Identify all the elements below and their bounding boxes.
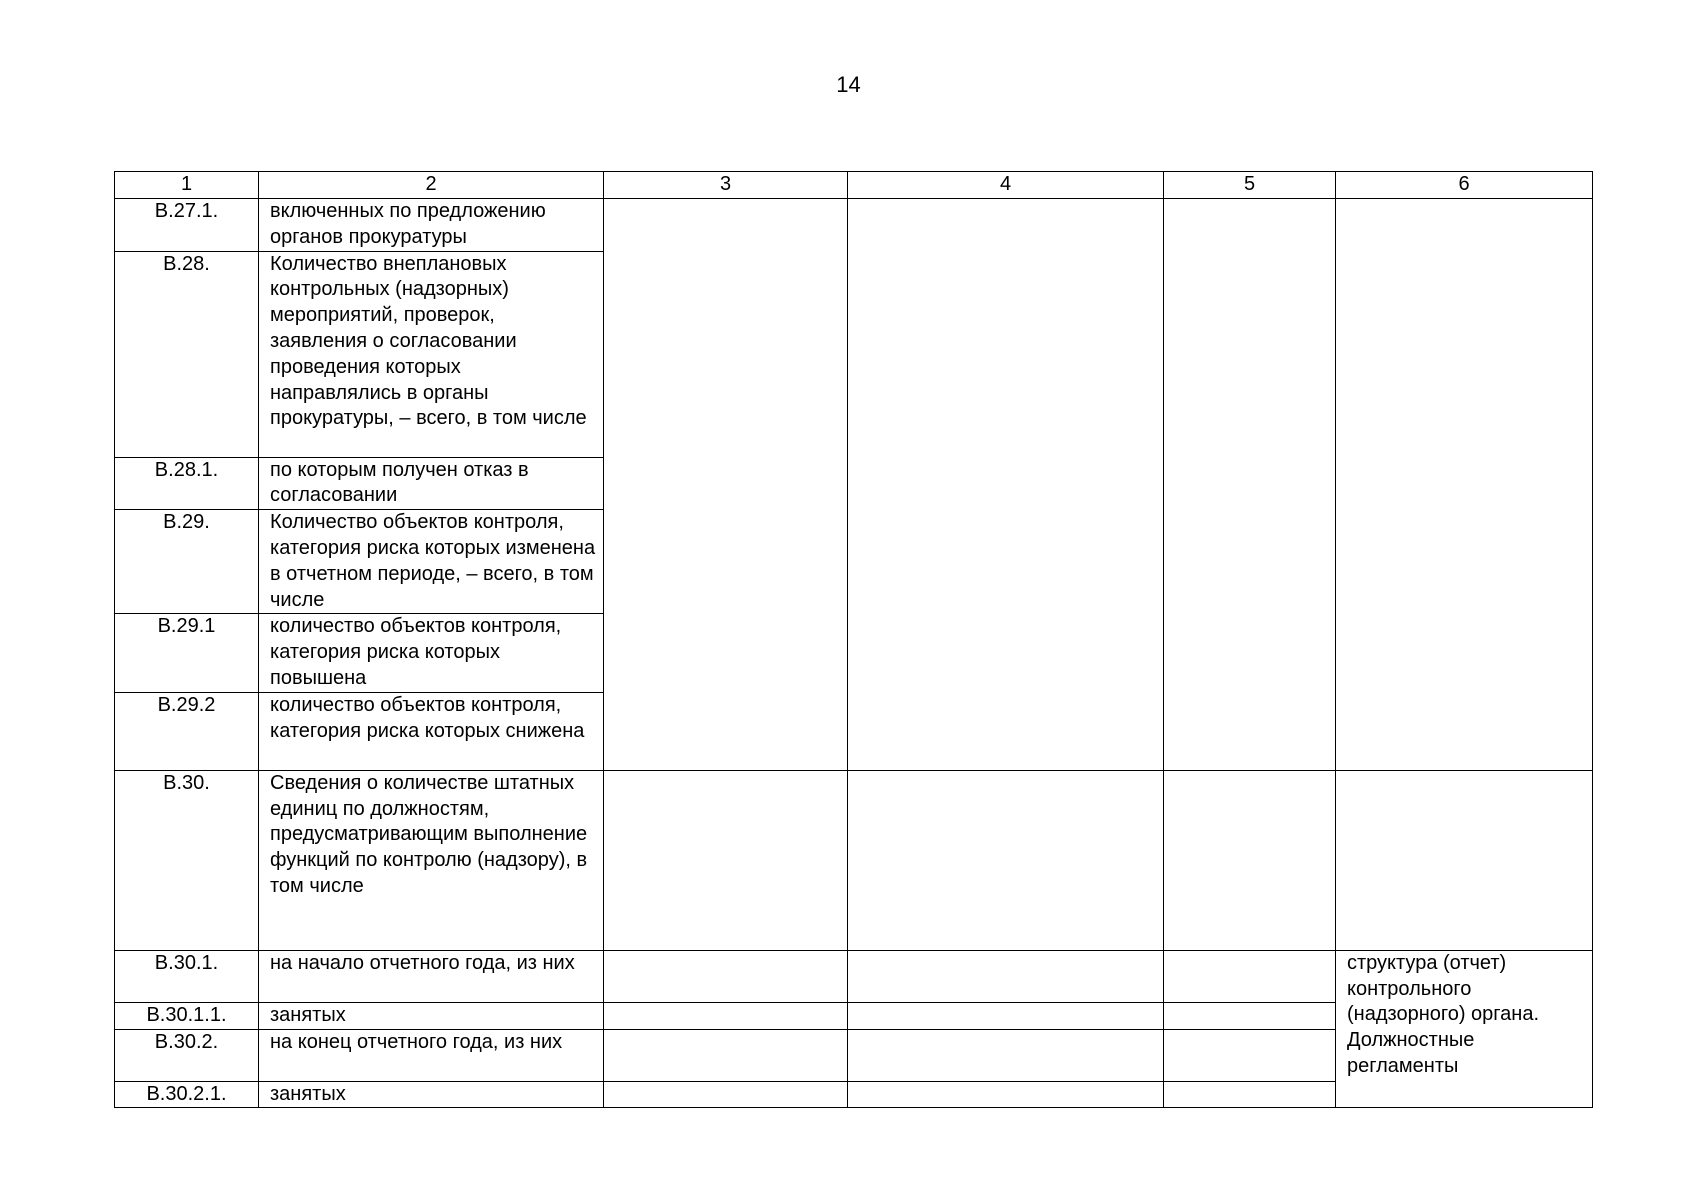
indicators-table xyxy=(114,171,1593,1108)
empty-cell-col4 xyxy=(848,199,1164,771)
row-description: Сведения о количестве штатных единиц по должностям, предусматривающим выполнение функций по контролю (надзору), в том числе xyxy=(259,770,604,950)
empty-cell-col6 xyxy=(1336,199,1593,771)
page-number: 14 xyxy=(836,72,861,97)
column-header-3: 3 xyxy=(604,172,848,199)
empty-cell-col4 xyxy=(848,1081,1164,1108)
row-description: на конец отчетного года, из них xyxy=(259,1029,604,1081)
row-code: В.29. xyxy=(115,510,259,614)
empty-cell-col5 xyxy=(1164,950,1336,1002)
row-description: Количество внеплановых контрольных (надзорных) мероприятий, проверок, заявления о согласовании проведения которых направлялись в органы прокуратуры, – всего, в том числе xyxy=(259,251,604,457)
empty-cell-col3 xyxy=(604,1029,848,1081)
empty-cell-col3 xyxy=(604,1002,848,1029)
empty-cell-col5 xyxy=(1164,199,1336,771)
empty-cell-col3 xyxy=(604,1081,848,1108)
empty-cell-col4 xyxy=(848,1002,1164,1029)
column-header-6: 6 xyxy=(1336,172,1593,199)
row-code: В.28. xyxy=(115,251,259,457)
empty-cell-col5 xyxy=(1164,1081,1336,1108)
row-description: на начало отчетного года, из них xyxy=(259,950,604,1002)
empty-cell-col5 xyxy=(1164,1002,1336,1029)
row-code: В.29.1 xyxy=(115,614,259,692)
row-description: Количество объектов контроля, категория риска которых изменена в отчетном периоде, – всего, в том числе xyxy=(259,510,604,614)
table-row xyxy=(115,950,1593,1002)
row-code: В.30.2.1. xyxy=(115,1081,259,1108)
column-header-4: 4 xyxy=(848,172,1164,199)
empty-cell-col4 xyxy=(848,770,1164,950)
row-description: количество объектов контроля, категория риска которых повышена xyxy=(259,614,604,692)
empty-cell-col3 xyxy=(604,950,848,1002)
row-code: В.28.1. xyxy=(115,457,259,510)
empty-cell-col3 xyxy=(604,770,848,950)
row-code: В.29.2 xyxy=(115,692,259,770)
empty-cell-col5 xyxy=(1164,1029,1336,1081)
row-code: В.27.1. xyxy=(115,199,259,252)
row-code: В.30. xyxy=(115,770,259,950)
empty-cell-col5 xyxy=(1164,770,1336,950)
source-note: структура (отчет) контрольного (надзорного) органа. Должностные регламенты xyxy=(1336,950,1593,1108)
row-code: В.30.1.1. xyxy=(115,1002,259,1029)
empty-cell-col6 xyxy=(1336,770,1593,950)
empty-cell-col4 xyxy=(848,950,1164,1002)
table-row xyxy=(115,199,1593,252)
row-description: занятых xyxy=(259,1002,604,1029)
table-row xyxy=(115,770,1593,950)
row-code: В.30.1. xyxy=(115,950,259,1002)
header-row xyxy=(115,172,1593,199)
column-header-5: 5 xyxy=(1164,172,1336,199)
column-header-2: 2 xyxy=(259,172,604,199)
empty-cell-col3 xyxy=(604,199,848,771)
empty-cell-col4 xyxy=(848,1029,1164,1081)
column-header-1: 1 xyxy=(115,172,259,199)
row-description: количество объектов контроля, категория риска которых снижена xyxy=(259,692,604,770)
row-code: В.30.2. xyxy=(115,1029,259,1081)
row-description: занятых xyxy=(259,1081,604,1108)
row-description: включенных по предложению органов прокуратуры xyxy=(259,199,604,252)
row-description: по которым получен отказ в согласовании xyxy=(259,457,604,510)
